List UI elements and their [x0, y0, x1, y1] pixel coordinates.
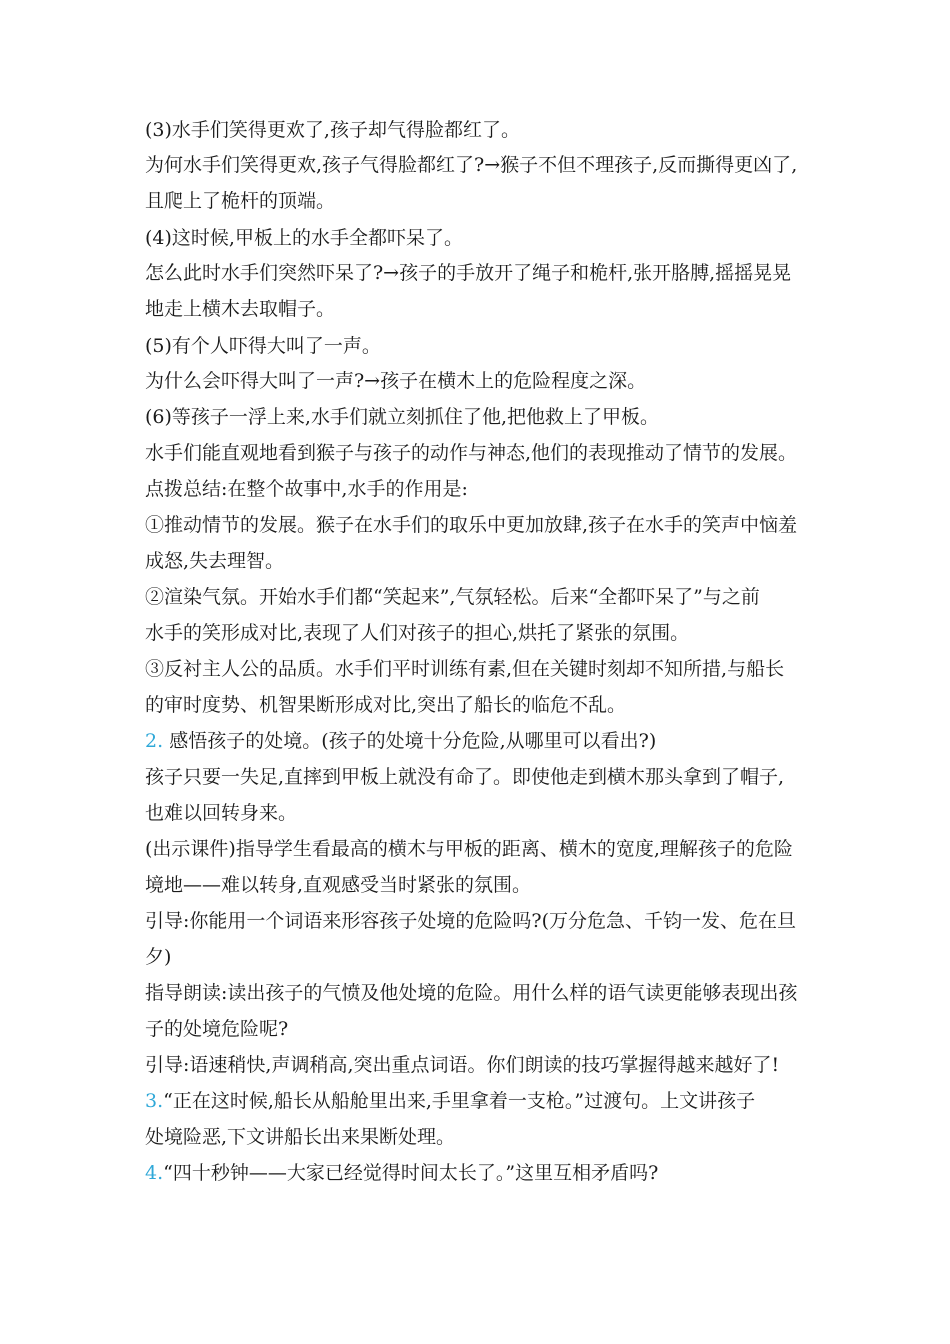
text-line: (6)等孩子一浮上来,水手们就立刻抓住了他,把他救上了甲板。 [145, 406, 659, 428]
section-heading: 2. 感悟孩子的处境。(孩子的处境十分危险,从哪里可以看出?) [145, 730, 657, 752]
section-heading: 3.“正在这时候,船长从船舱里出来,手里拿着一支枪。”过渡句。上文讲孩子 [145, 1090, 756, 1112]
text-line: 水手们能直观地看到猴子与孩子的动作与神态,他们的表现推动了情节的发展。 [145, 442, 798, 464]
text-line: 境地——难以转身,直观感受当时紧张的氛围。 [145, 874, 532, 896]
text-line: 指导朗读:读出孩子的气愤及他处境的危险。用什么样的语气读更能够表现出孩 [145, 982, 798, 1004]
item-number: 3. [145, 1090, 164, 1112]
item-number: 2. [145, 730, 164, 752]
text-line: 为什么会吓得大叫了一声?→孩子在横木上的危险程度之深。 [145, 370, 647, 392]
text-line: (3)水手们笑得更欢了,孩子却气得脸都红了。 [145, 119, 520, 141]
text-line: 的审时度势、机智果断形成对比,突出了船长的临危不乱。 [145, 694, 627, 716]
text-line: ①推动情节的发展。猴子在水手们的取乐中更加放肆,孩子在水手的笑声中恼羞 [145, 514, 798, 536]
text-line: 处境险恶,下文讲船长出来果断处理。 [145, 1126, 456, 1148]
text-line: ③反衬主人公的品质。水手们平时训练有素,但在关键时刻却不知所措,与船长 [145, 658, 785, 680]
text-line: (5)有个人吓得大叫了一声。 [145, 335, 381, 357]
text-line: 怎么此时水手们突然吓呆了?→孩子的手放开了绳子和桅杆,张开胳膊,摇摇晃晃 [145, 262, 792, 284]
text-line: ②渲染气氛。开始水手们都“笑起来”,气氛轻松。后来“全都吓呆了”与之前 [145, 586, 760, 608]
text-line: 引导:语速稍快,声调稍高,突出重点词语。你们朗读的技巧掌握得越来越好了! [145, 1054, 780, 1076]
text-line: 点拨总结:在整个故事中,水手的作用是: [145, 478, 468, 500]
section-heading: 4.“四十秒钟——大家已经觉得时间太长了。”这里互相矛盾吗? [145, 1162, 659, 1184]
text-line: 且爬上了桅杆的顶端。 [145, 190, 336, 212]
text-line: 水手的笑形成对比,表现了人们对孩子的担心,烘托了紧张的氛围。 [145, 622, 690, 644]
text-line: 也难以回转身来。 [145, 802, 298, 824]
text-line: 引导:你能用一个词语来形容孩子处境的危险吗?(万分危急、千钧一发、危在旦 [145, 910, 797, 932]
text-line: 地走上横木去取帽子。 [145, 298, 336, 320]
text-line: 夕) [145, 946, 172, 968]
text-line: 子的处境危险呢? [145, 1018, 289, 1040]
text-line: 成怒,失去理智。 [145, 550, 285, 572]
text-line: 为何水手们笑得更欢,孩子气得脸都红了?→猴子不但不理孩子,反而撕得更凶了, [145, 154, 798, 176]
text-line: (4)这时候,甲板上的水手全都吓呆了。 [145, 227, 463, 249]
item-number: 4. [145, 1162, 164, 1184]
text-line: 孩子只要一失足,直摔到甲板上就没有命了。即使他走到横木那头拿到了帽子, [145, 766, 785, 788]
text-line: (出示课件)指导学生看最高的横木与甲板的距离、横木的宽度,理解孩子的危险 [145, 838, 793, 860]
